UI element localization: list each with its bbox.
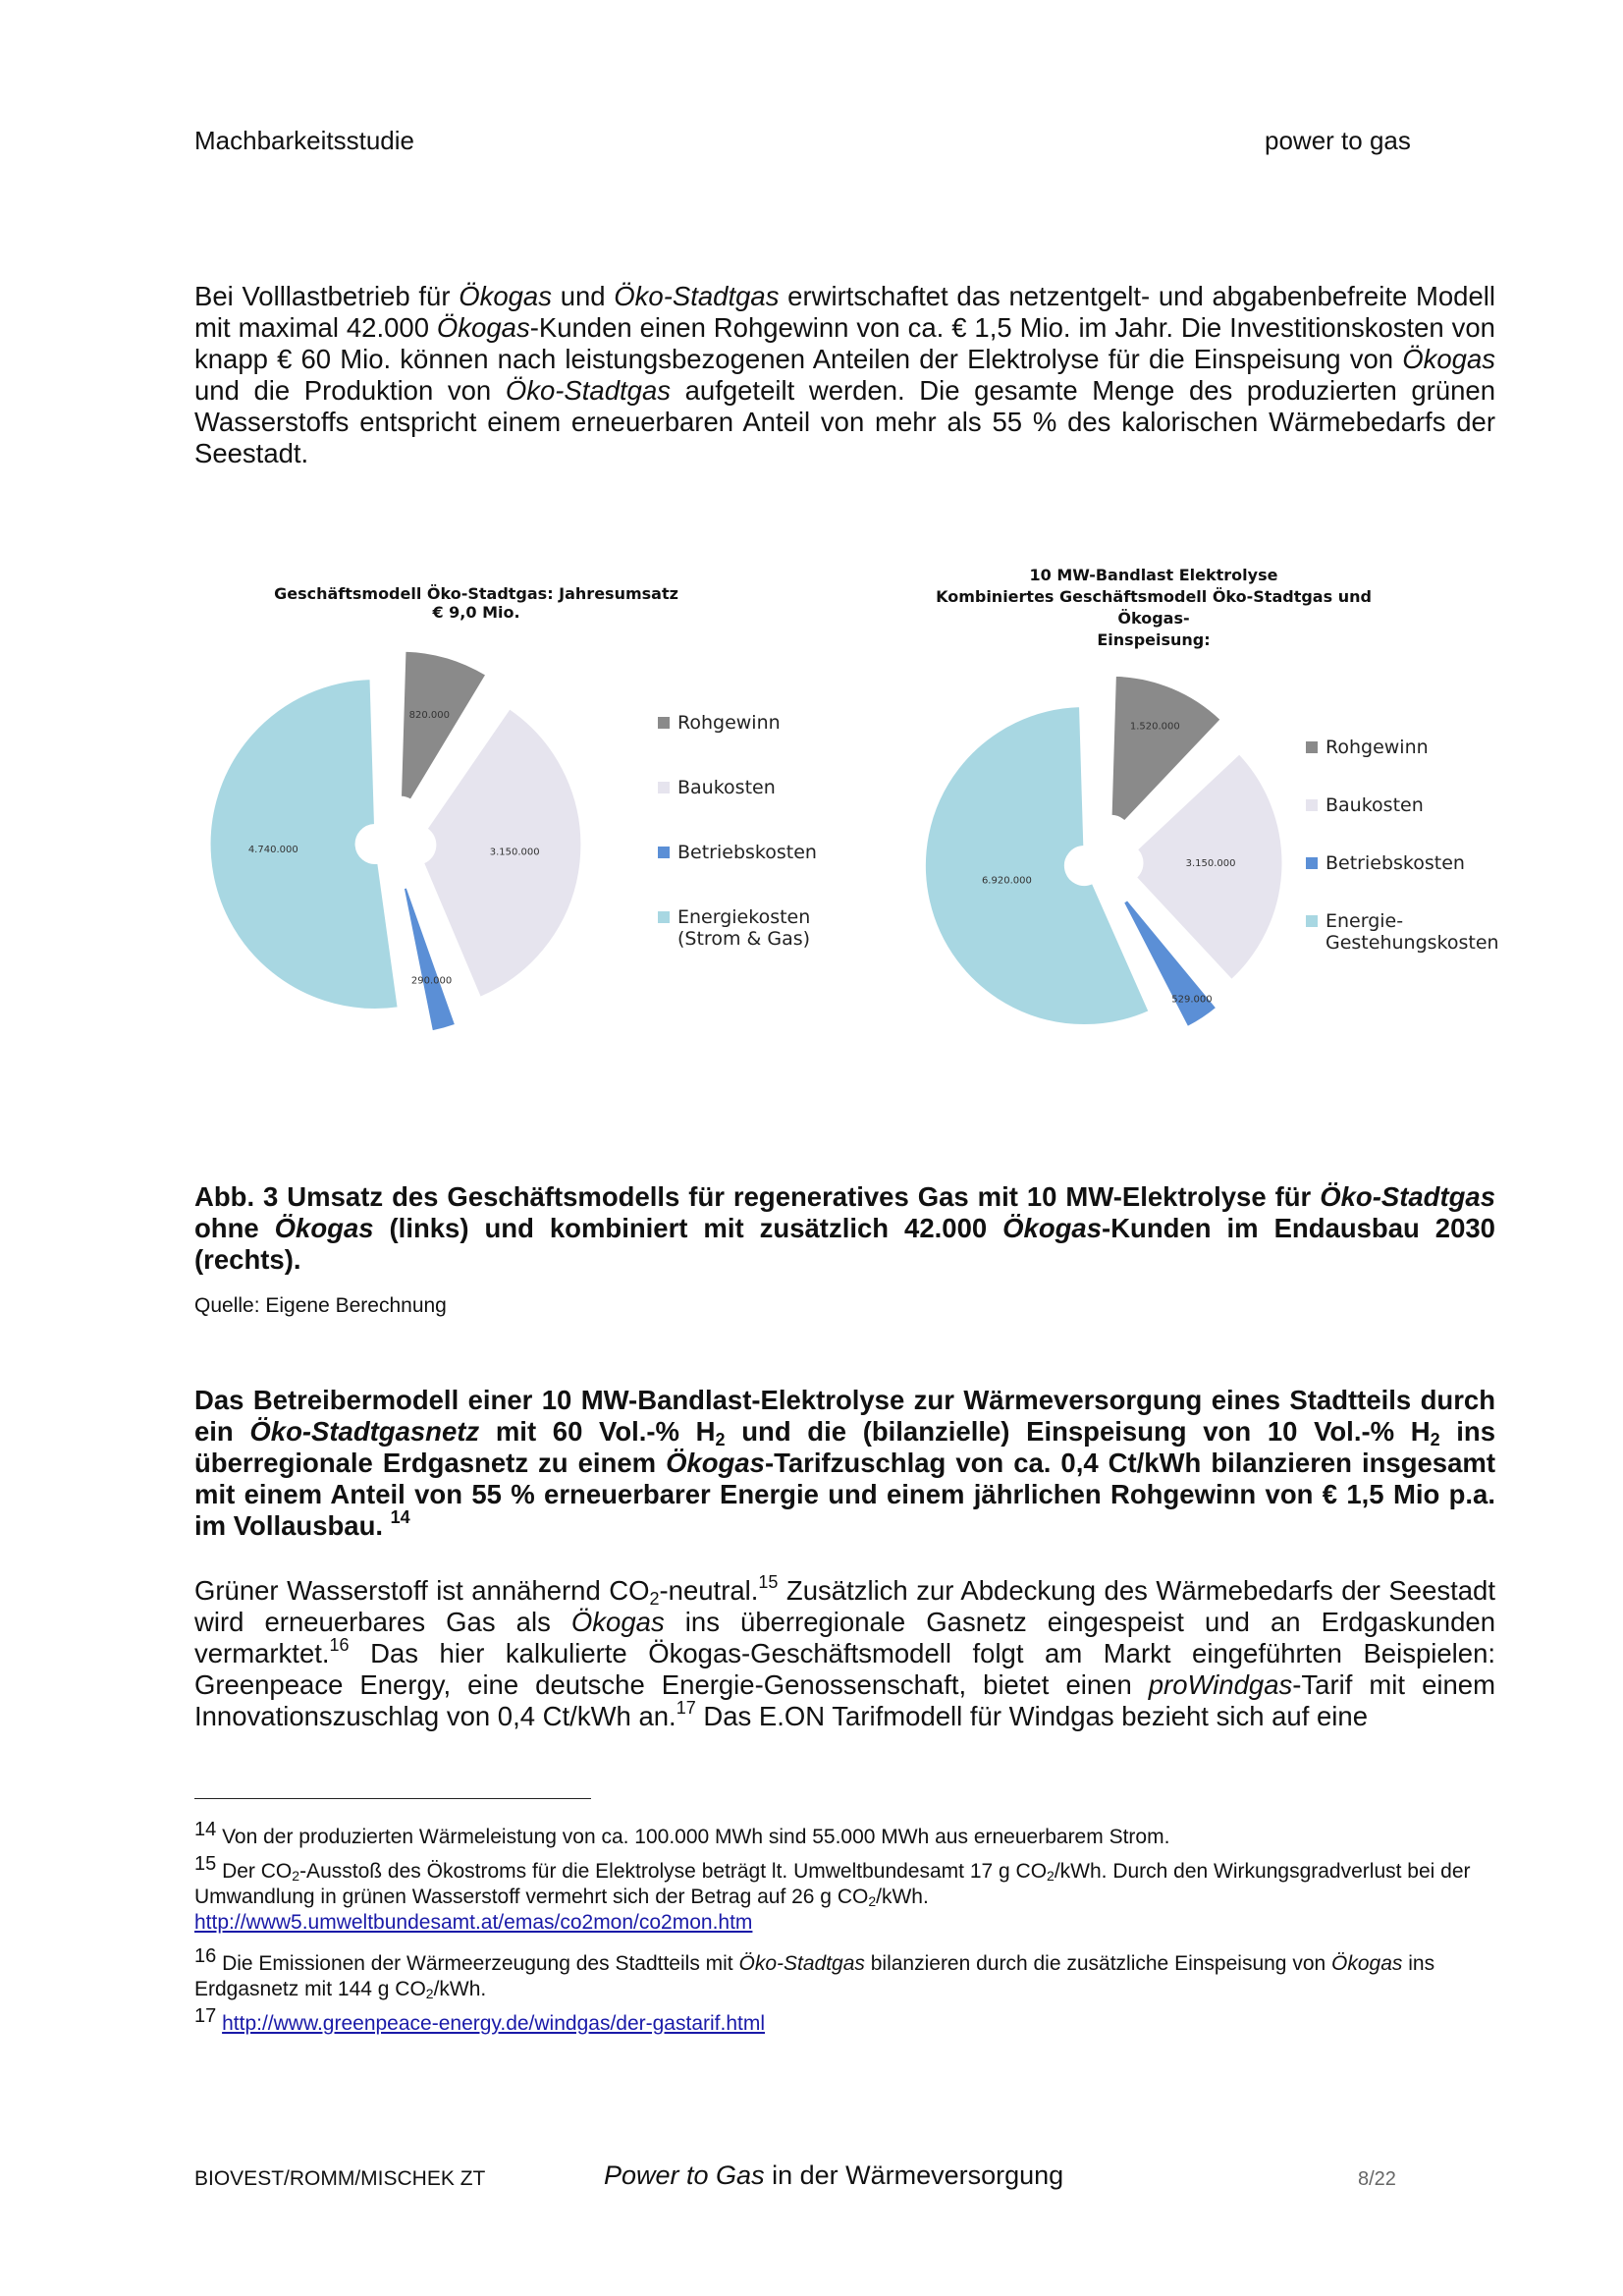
chart1-title: Geschäftsmodell Öko-Stadtgas: Jahresumsatz € 9,0 Mio. bbox=[274, 584, 678, 622]
legend-swatch bbox=[1306, 857, 1318, 869]
footnote-17: $^{17}$ http://www.greenpeace-energy.de/windgas/der-gastarif.html bbox=[194, 2005, 765, 2035]
chart1-pie bbox=[167, 609, 619, 1061]
pie-value-label: 820.000 bbox=[408, 710, 450, 722]
legend-label: Rohgewinn bbox=[677, 712, 781, 734]
footnote-divider bbox=[194, 1798, 591, 1799]
body-paragraph: Grüner Wasserstoff ist annähernd $CO_2-neutral.^{15}$ Zusätzlich zur Abdeckung des Wärmebedarfs der Seestadt wird erneuerbares Gas als Ökogas ins überregionale Gasnetz eingespeist und an Erdgaskunden vermarktet.$^{16}$ Das hier kalkulierte Ökogas-Geschäftsmodell folgt am Markt eingeführten Beispielen: Greenpeace Energy, eine deutsche Energie-Genossenschaft, bietet einen proWindgas-Tarif mit einem Innovationszuschlag von 0,4 Ct/kWh an.$^{17}$ Das E.ON Tarifmodell für Windgas bezieht sich auf eine bbox=[194, 1572, 1495, 1731]
chart2-legend bbox=[1306, 737, 1499, 954]
legend-label: Rohgewinn bbox=[1325, 737, 1429, 758]
pie-value-label: 290.000 bbox=[410, 975, 453, 987]
pie-value-label: 3.150.000 bbox=[1185, 857, 1236, 869]
chart2-title: 10 MW-Bandlast Elektrolyse Kombiniertes Geschäftsmodell Öko-Stadtgas und Ökogas- Einspeisung: bbox=[936, 566, 1372, 649]
legend-swatch bbox=[1306, 741, 1318, 753]
legend-label: Betriebskosten bbox=[677, 842, 817, 863]
footnote-14: $^{14}$ Von der produzierten Wärmeleistung von ca. 100.000 MWh sind 55.000 MWh aus erneuerbarem Strom. bbox=[194, 1819, 1170, 1848]
footnote-15: $^{15}$ Der $CO_2$-Ausstoß des Ökostroms für die Elektrolyse beträgt lt. Umweltbundesamt 17 g $CO_2$/kWh. Durch den Wirkungsgradverlust bei der Umwandlung in grünen Wasserstoff vermehrt sich der Betrag auf 26 g $CO_2$/kWh. http://www5.umweltbundesamt.at/emas/co2mon/co2mon.htm bbox=[194, 1853, 1471, 1934]
pie-value-label: 6.920.000 bbox=[981, 875, 1032, 887]
legend-label: Baukosten bbox=[1325, 794, 1424, 816]
legend-item bbox=[1306, 794, 1499, 852]
chart1-legend bbox=[658, 712, 817, 950]
legend-item bbox=[658, 712, 817, 777]
footer-page-number: 8/22 bbox=[1358, 2168, 1396, 2190]
header-right: power to gas bbox=[1265, 126, 1411, 155]
figure-source: Quelle: Eigene Berechnung bbox=[194, 1294, 447, 1317]
footnote-17-link[interactable]: http://www.greenpeace-energy.de/windgas/der-gastarif.html bbox=[222, 2012, 765, 2035]
legend-swatch bbox=[1306, 799, 1318, 811]
legend-swatch bbox=[658, 717, 670, 729]
figure-caption: Abb. 3 Umsatz des Geschäftsmodells für regeneratives Gas mit 10 MW-Elektrolyse für Öko-Stadtgas ohne Ökogas (links) und kombiniert mit zusätzlich 42.000 Ökogas-Kunden im Endausbau 2030 (rechts). bbox=[194, 1181, 1495, 1275]
legend-label: Energiekosten (Strom & Gas) bbox=[677, 906, 811, 950]
pie-value-label: 3.150.000 bbox=[489, 847, 540, 858]
pie-slice-energiekosten-strom-gas- bbox=[210, 680, 398, 1010]
legend-swatch bbox=[658, 847, 670, 858]
footer-center: Power to Gas in der Wärmeversorgung bbox=[604, 2160, 1064, 2190]
legend-swatch bbox=[658, 782, 670, 793]
legend-item bbox=[1306, 852, 1499, 910]
legend-label: Energie- Gestehungskosten bbox=[1325, 910, 1499, 954]
footer-left: BIOVEST/ROMM/MISCHEK ZT bbox=[194, 2167, 486, 2190]
legend-item bbox=[658, 842, 817, 906]
legend-label: Betriebskosten bbox=[1325, 852, 1465, 874]
legend-swatch bbox=[658, 911, 670, 923]
intro-paragraph: Bei Volllastbetrieb für Ökogas und Öko-Stadtgas erwirtschaftet das netzentgelt- und abgabenbefreite Modell mit maximal 42.000 Ökogas-Kunden einen Rohgewinn von ca. € 1,5 Mio. im Jahr. Die Investitionskosten von knapp € 60 Mio. können nach leistungsbezogenen Anteilen der Elektrolyse für die Einspeisung von Ökogas und die Produktion von Öko-Stadtgas aufgeteilt werden. Die gesamte Menge des produzierten grünen Wasserstoffs entspricht einem erneuerbaren Anteil von mehr als 55 % des kalorischen Wärmebedarfs der Seestadt. bbox=[194, 281, 1496, 468]
footnote-15-link[interactable]: http://www5.umweltbundesamt.at/emas/co2mon/co2mon.htm bbox=[194, 1911, 753, 1934]
figure bbox=[167, 565, 1502, 1066]
legend-label: Baukosten bbox=[677, 777, 776, 798]
legend-item bbox=[1306, 910, 1499, 954]
legend-item bbox=[658, 777, 817, 842]
legend-swatch bbox=[1306, 915, 1318, 927]
pie-value-label: 4.740.000 bbox=[247, 845, 298, 856]
legend-item bbox=[1306, 737, 1499, 794]
summary-paragraph: Das Betreibermodell einer 10 MW-Bandlast-Elektrolyse zur Wärmeversorgung eines Stadtteils durch ein Öko-Stadtgasnetz mit 60 Vol.-% $H_2$ und die (bilanzielle) Einspeisung von 10 Vol.-% $H_2$ ins überregionale Erdgasnetz zu einem Ökogas-Tarifzuschlag von ca. 0,4 Ct/kWh bilanzieren insgesamt mit einem Anteil von 55 % erneuerbarer Energie und einem jährlichen Rohgewinn von € 1,5 Mio p.a. im Vollausbau. $^{14}$ bbox=[194, 1385, 1496, 1541]
pie-value-label: 529.000 bbox=[1171, 994, 1213, 1006]
header-left: Machbarkeitsstudie bbox=[194, 126, 414, 155]
chart2-pie bbox=[864, 638, 1325, 1080]
footnote-16: $^{16}$ Die Emissionen der Wärmeerzeugung des Stadtteils mit Öko-Stadtgas bilanzieren durch die zusätzliche Einspeisung von Ökogas ins Erdgasnetz mit 144 g $CO_2$/kWh. bbox=[194, 1945, 1435, 2001]
pie-value-label: 1.520.000 bbox=[1129, 721, 1180, 733]
legend-item bbox=[658, 906, 817, 950]
